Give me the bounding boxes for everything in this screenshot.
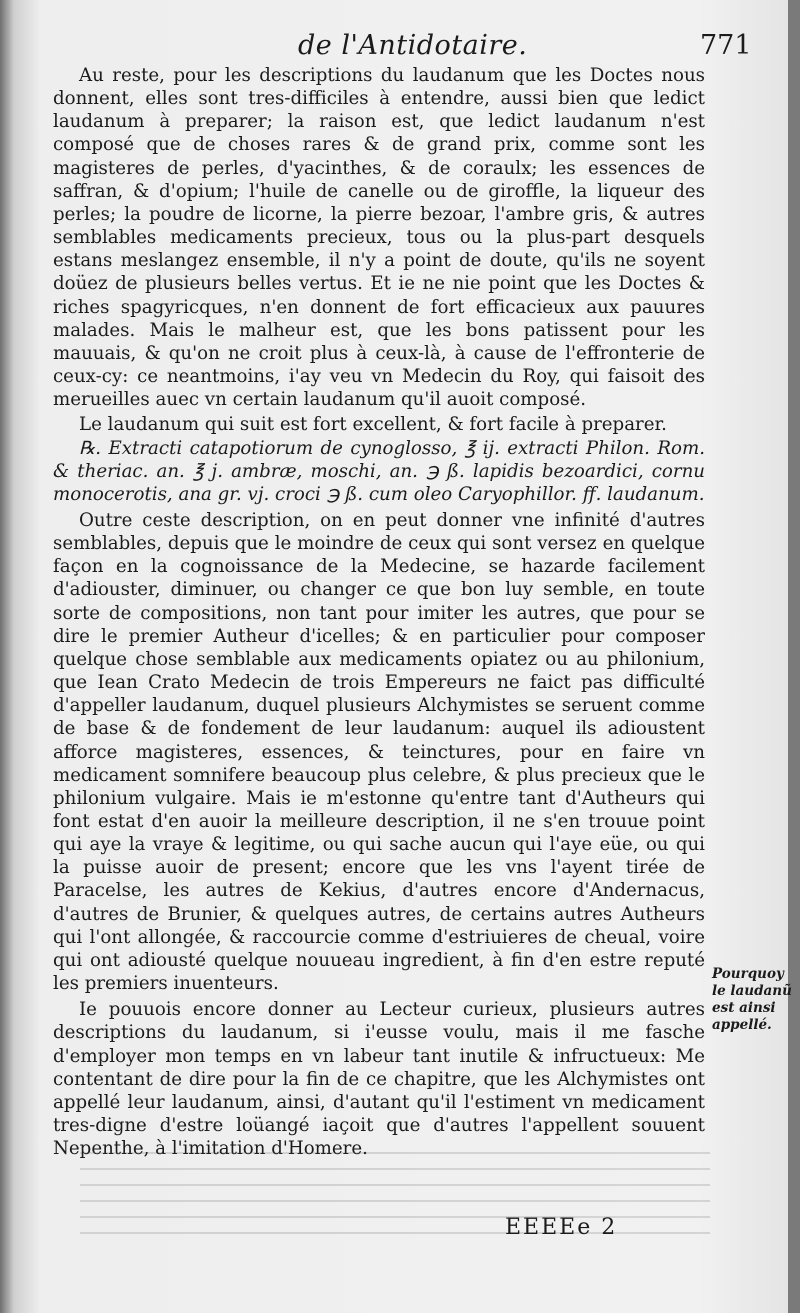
margin-note-line: Pourquoy xyxy=(712,966,784,982)
paragraph-conclusion: Ie pouuois encore donner au Lecteur curieux, plusieurs autres descriptions du laudanum, si i'eusse voulu, mais il me fasche d'employer mon temps en vn labeur tant inutile & infructueux: Me contentant de dire pour la fin de ce chapitre, que les Alchymistes ont appellé leur laudanum, ainsi, d'autant qu'il l'estiment vn medicament tres-digne d'estre loüangé iaçoit que d'autres l'appellent souuent Nepenthe, à l'imitation d'Homere. xyxy=(53,999,705,1160)
paragraph-laudanum-intro: Le laudanum qui suit est fort excellent, & fort facile à preparer. xyxy=(79,414,667,436)
running-title: de l'Antidotaire. xyxy=(298,30,528,61)
recipe-formula: ℞. Extracti catapotiorum de cynoglosso, ℥ ij. extracti Philon. Rom. & theriac. an. ℥ j. ambræ, moschi, an. ℈ ß. lapidis bezoardici, cornu monocerotis, ana gr. vj. croci ℈ ß. cum oleo Caryophillor. ff. laudanum. xyxy=(53,437,705,505)
margin-note-line: est ainsi xyxy=(712,1000,776,1016)
margin-note xyxy=(712,966,790,1034)
paragraph-laudanum-descriptions: Au reste, pour les descriptions du laudanum que les Doctes nous donnent, elles sont tres-difficiles à entendre, aussi bien que ledict laudanum à preparer; la raison est, que ledict laudanum n'est composé que de choses rares & de grand prix, comme sont les magisteres de perles, d'yacinthes, & de coraulx; les essences de saffran, & d'opium; l'huile de canelle ou de giroffle, la liqueur des perles; la poudre de licorne, la pierre bezoar, l'ambre gris, & autres semblables medicaments precieux, tous ou la plus-part desquels estans meslangez ensemble, il n'y a point de doute, qu'ils ne soyent doüez de plusieurs belles vertus. Et ie ne nie point que les Doctes & riches spagyricques, n'en donnent de fort efficacieux aux pauures malades. Mais le malheur est, que les bons patissent pour les mauuais, & qu'on ne croit plus à ceux-là, à cause de l'effronterie de ceux-cy: ce neantmoins, i'ay veu vn Medecin du Roy, qui faisoit des merueilles auec vn certain laudanum qu'il auoit composé. xyxy=(53,65,705,411)
paragraph-other-descriptions: Outre ceste description, on en peut donner vne infinité d'autres semblables, depuis que le moindre de ceux qui sont versez en quelque façon en la cognoissance de la Medecine, se hazarde facilement d'adiouster, diminuer, ou changer ce que bon luy semble, en toute sorte de compositions, non tant pour imiter les autres, que pour se dire le premier Autheur d'icelles; & en particulier pour composer quelque chose semblable aux medicaments opiatez ou au philonium, que Iean Crato Medecin de trois Empereurs ne faict pas difficulté d'appeller laudanum, duquel plusieurs Alchymistes se seruent comme de base & de fondement de leur laudanum: auquel ils adioustent afforce magisteres, essences, & teinctures, pour en faire vn medicament somnifere beaucoup plus celebre, & plus precieux que le philonium vulgaire. Mais ie m'estonne qu'entre tant d'Autheurs qui font estat d'en auoir la meilleure description, il ne s'en trouue point qui aye la vraye & legitime, ou qui sache aucun qui l'aye eüe, ou qui la puisse auoir de present; encore que les vns l'ayent tirée de Paracelse, les autres de Kekius, d'autres encore d'Andernacus, d'autres de Brunier, & quelques autres, de certains autres Autheurs qui l'ont allongée, & raccourcie comme d'estriuieres de cheual, voire qui ont adiousté quelque nouueau ingredient, à fin d'en estre reputé les premiers inuenteurs. xyxy=(53,509,705,995)
page-header xyxy=(0,30,788,66)
signature-mark: EEEEe 2 xyxy=(505,1215,618,1240)
text-column xyxy=(53,64,705,1160)
margin-note-line: appellé. xyxy=(712,1017,772,1033)
margin-note-line: le laudanũ xyxy=(712,983,792,999)
show-through-text xyxy=(80,1138,710,1258)
page-number: 771 xyxy=(700,30,752,61)
